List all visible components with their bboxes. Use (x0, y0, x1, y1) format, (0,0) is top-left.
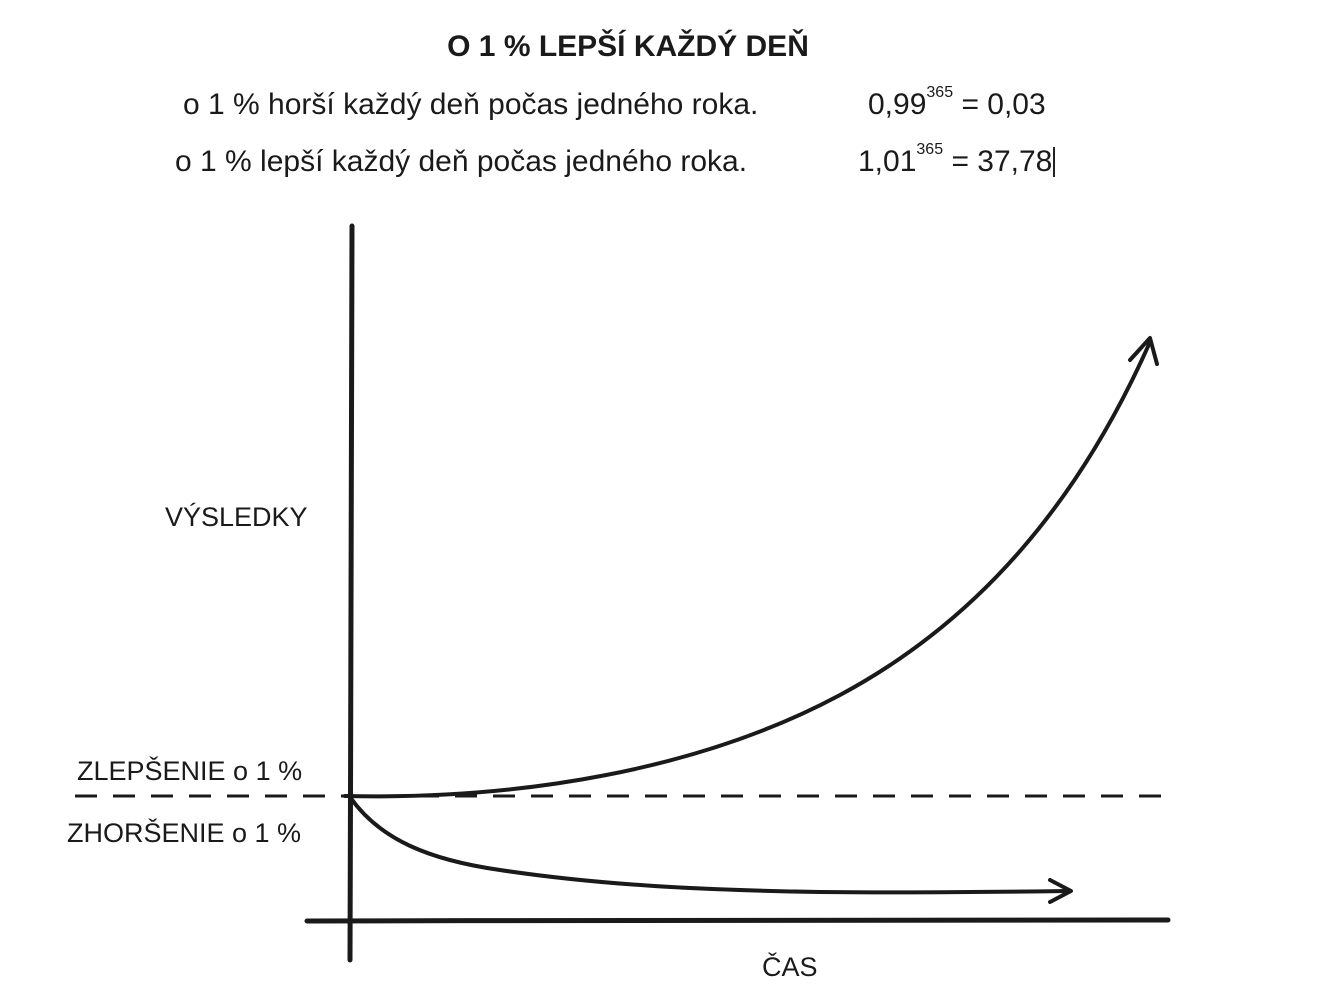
equation-worse-exponent: 365 (926, 84, 954, 101)
equation-better-result: = 37,78 (951, 145, 1053, 178)
y-axis-label: VÝSLEDKY (165, 502, 308, 532)
equation-worse-text: o 1 % horší každý deň počas jedného roka. (183, 88, 759, 121)
annotation-improvement: ZLEPŠENIE o 1 % (77, 756, 303, 786)
page-title: O 1 % LEPŠÍ KAŽDÝ DEŇ (447, 30, 809, 63)
equation-worse-result: = 0,03 (961, 88, 1046, 121)
annotation-decline: ZHORŠENIE o 1 % (67, 818, 302, 848)
x-axis-label: ČAS (762, 952, 818, 982)
equation-better-base: 1,01 (858, 145, 917, 178)
equation-better-text: o 1 % lepší každý deň počas jedného roka. (175, 145, 748, 178)
x-axis (307, 920, 1168, 921)
equation-worse-base: 0,99 (868, 88, 927, 121)
series-line-improvement (345, 342, 1150, 796)
equation-better-exponent: 365 (916, 141, 944, 158)
series-line-decline (350, 797, 1068, 892)
y-axis (350, 226, 352, 960)
